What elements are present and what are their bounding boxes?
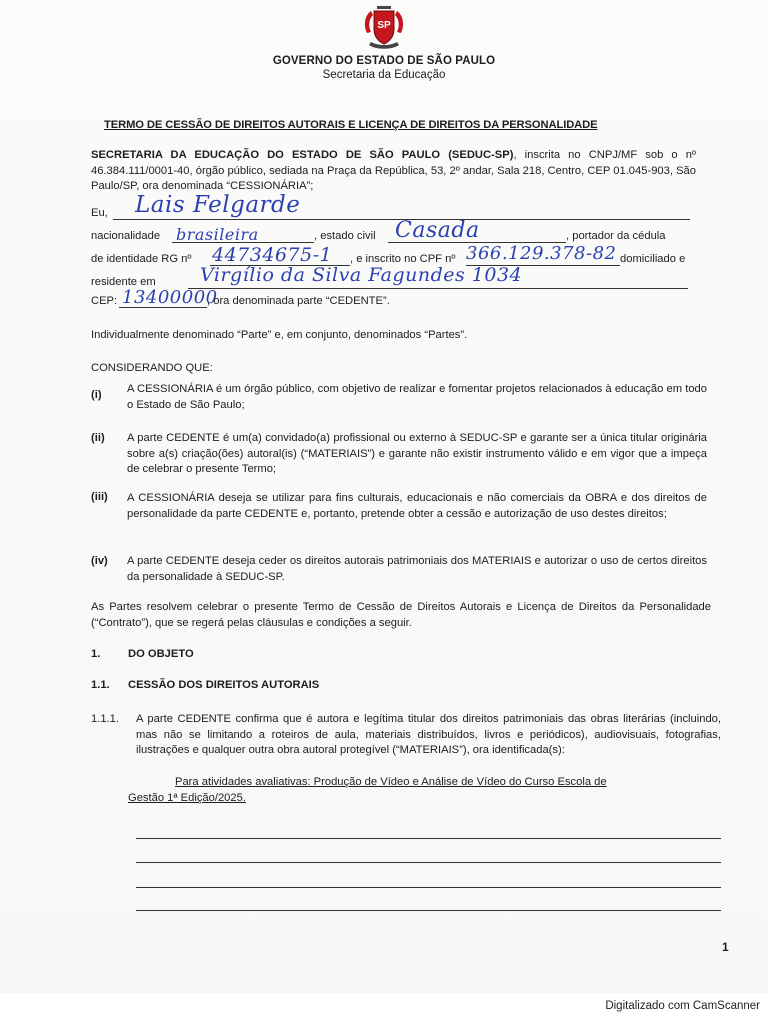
cpf-label: , e inscrito no CPF nº	[350, 253, 456, 265]
item-number-i: (i)	[91, 389, 102, 401]
resolve-paragraph: As Partes resolvem celebrar o presente Termo de Cessão de Direitos Autorais e Licença de Direitos da Personalidade (“Contrato”), que se regerá pelas cláusulas e condições a seguir.	[91, 601, 711, 629]
page-number: 1	[722, 940, 729, 954]
secretariat-subtitle: Secretaria da Educação	[322, 69, 446, 81]
clause-1-1-1-text: A parte CEDENTE confirma que é autora e legítima titular dos direitos patrimoniais das obras literárias (incluindo, mas não se limitando a roteiros de aula, materiais distribuídos, livros e periódicos), audiovisuais, fotografias, ilustrações e qualquer outra obra autoral protegível (“MATERIAIS”), ora identificada(s):	[136, 713, 721, 756]
blank-line-4	[136, 910, 721, 911]
nationality-label: nacionalidade	[91, 230, 161, 242]
svg-text:SP: SP	[377, 20, 391, 31]
address-handwritten: Virgílio da Silva Fagundes 1034	[200, 264, 523, 286]
cpf-handwritten: 366.129.378-82	[466, 243, 617, 264]
item-number-iv: (iv)	[91, 555, 108, 567]
cedente-label: , ora denominada parte “CEDENTE”.	[207, 295, 390, 307]
section-1-1-title: CESSÃO DOS DIREITOS AUTORAIS	[128, 679, 320, 691]
cep-label: CEP:	[91, 295, 118, 307]
domicile-label: domiciliado e	[620, 253, 686, 265]
identified-works-line-1: Para atividades avaliativas: Produção de Vídeo e Análise de Vídeo do Curso Escola de	[175, 776, 607, 788]
intro-bold-party: SECRETARIA DA EDUCAÇÃO DO ESTADO DE SÃO PAULO (SEDUC-SP)	[91, 149, 514, 161]
civil-status-handwritten: Casada	[395, 218, 480, 243]
document-title: TERMO DE CESSÃO DE DIREITOS AUTORAIS E LICENÇA DE DIREITOS DA PERSONALIDADE	[104, 119, 598, 131]
rg-label: de identidade RG nº	[91, 253, 192, 265]
considering-heading: CONSIDERANDO QUE:	[91, 362, 213, 374]
bearer-label: , portador da cédula	[566, 230, 666, 242]
rg-handwritten: 44734675-1	[212, 244, 333, 266]
scanner-footer	[0, 993, 768, 1024]
item-number-iii: (iii)	[91, 491, 108, 503]
clause-1-1-1-number: 1.1.1.	[91, 713, 119, 725]
item-text-i: A CESSIONÁRIA é um órgão público, com objetivo de realizar e fomentar projetos relacionados à educação em todo o Estado de São Paulo;	[127, 383, 707, 411]
resident-label: residente em	[91, 276, 156, 288]
eu-handwritten-name: Lais Felgarde	[135, 192, 301, 218]
government-title: GOVERNO DO ESTADO DE SÃO PAULO	[272, 55, 496, 67]
blank-line-1	[136, 838, 721, 839]
item-text-ii: A parte CEDENTE é um(a) convidado(a) profissional ou externo à SEDUC-SP e garante ser a única titular originária sobre a(s) criação(ões) autoral(is) (“MATERIAIS”) e garante não existir instrumento válido e em vigor que a impeça de celebrar o presente Termo;	[127, 432, 707, 475]
intro-rest: , inscrita no CNPJ/MF sob o nº 46.384.111/0001-40, órgão público, sediada na Praça da República, 53, 2º andar, Sala 218, Centro, CEP 01.045-903, São Paulo/SP, ora denominada “CESSIONÁRIA”;	[91, 149, 696, 192]
section-1-title: DO OBJETO	[128, 648, 194, 660]
scanner-watermark-text: Digitalizado com CamScanner	[605, 1000, 760, 1012]
cep-handwritten: 13400000	[122, 287, 218, 308]
nationality-handwritten: brasileira	[176, 225, 259, 244]
item-text-iii: A CESSIONÁRIA deseja se utilizar para fins culturais, educacionais e não comerciais da OBRA e dos direitos de personalidade da parte CEDENTE e, portanto, pretende obter a cessão e autorização de uso destes direitos;	[127, 492, 707, 520]
section-1-1-number: 1.1.	[91, 679, 110, 691]
eu-label: Eu,	[91, 207, 108, 219]
address-underline	[188, 288, 688, 289]
intro-paragraph	[91, 148, 696, 195]
civil-status-label: , estado civil	[314, 230, 376, 242]
section-1-number: 1.	[91, 648, 101, 660]
blank-line-3	[136, 887, 721, 888]
sao-paulo-coat-of-arms-icon	[361, 3, 407, 53]
individually-paragraph: Individualmente denominado “Parte” e, em conjunto, denominados “Partes”.	[91, 329, 468, 341]
blank-line-2	[136, 862, 721, 863]
item-number-ii: (ii)	[91, 432, 105, 444]
identified-works-line-2: Gestão 1ª Edição/2025.	[128, 792, 246, 804]
item-text-iv: A parte CEDENTE deseja ceder os direitos autorais patrimoniais dos MATERIAIS e autorizar o uso de certos direitos da personalidade à SEDUC-SP.	[127, 555, 707, 583]
